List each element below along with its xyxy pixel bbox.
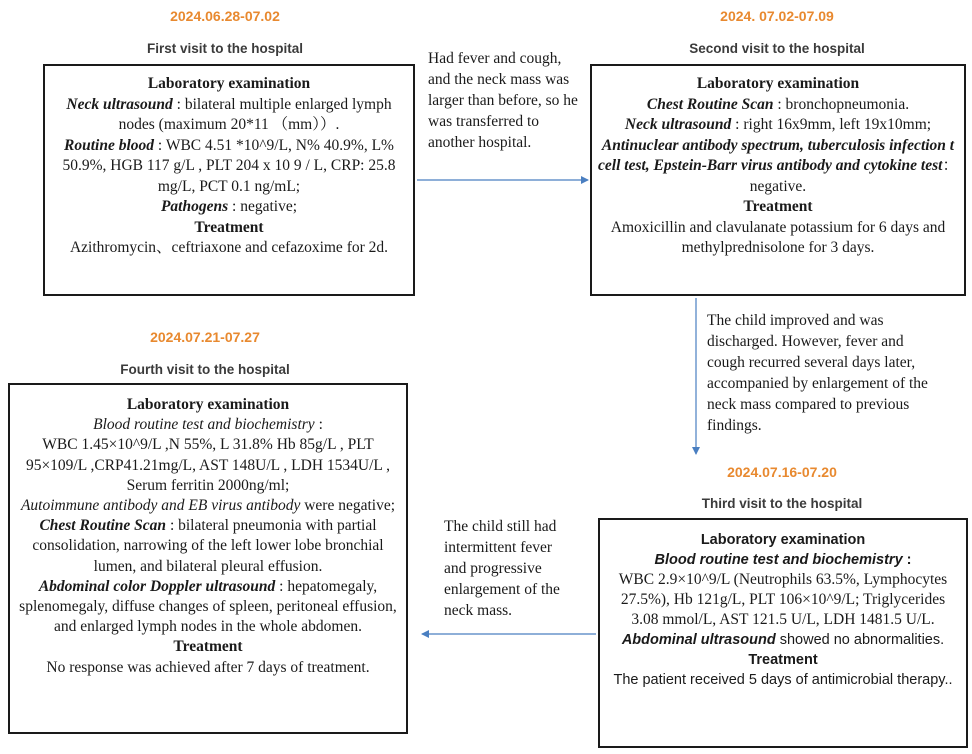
- visit3-title: Third visit to the hospital: [701, 496, 863, 511]
- visit4-treatment-heading: Treatment: [173, 638, 243, 656]
- transition1-note: Had fever and cough, and the neck mass was larger than before, so he was transferred to another hospital.: [428, 50, 578, 151]
- visit3-date: 2024.07.16-07.20: [727, 464, 837, 480]
- visit3-blood-label: Blood routine test and biochemistry: [654, 552, 903, 568]
- visit2-neck-label: Neck ultrasound: [624, 116, 732, 133]
- visit1-lab-heading: Laboratory examination: [147, 75, 311, 92]
- visit4-auto-label: Autoimmune antibody and EB virus antibody: [20, 497, 301, 515]
- visit2-title: Second visit to the hospital: [689, 41, 865, 56]
- visit3-treatment-heading: Treatment: [748, 652, 818, 668]
- visit4-auto-text: were negative;: [300, 497, 396, 515]
- visit2-neck-text: : right 16x9mm, left 19x10mm;: [731, 116, 932, 133]
- visit4-treatment-text: No response was achieved after 7 days of treatment.: [46, 658, 370, 676]
- visit4-blood-label: Blood routine test and biochemistry: [93, 416, 315, 434]
- visit4-lab-heading: Laboratory examination: [126, 396, 290, 413]
- visit3-treatment-text: The patient received 5 days of antimicrobial therapy..: [613, 672, 953, 688]
- visit2-chest-text: : bronchopneumonia.: [773, 95, 910, 113]
- visit4-blood-text: WBC 1.45×10^9/L ,N 55%, L 31.8% Hb 85g/L , PLT 95×109/L ,CRP41.21mg/L, AST 148U/L , LDH 1534U/L , Serum ferritin 2000ng/ml;: [25, 436, 391, 494]
- visit2-tests-label: Antinuclear antibody spectrum, tuberculosis infection t cell test, Epstein-Barr virus antibody and cytokine test: [598, 136, 955, 174]
- visit2-lab-heading: Laboratory examination: [696, 75, 860, 92]
- visit4-blood-colon: :: [314, 416, 323, 434]
- visit2-treatment-text: Amoxicillin and clavulanate potassium for 6 days and methylprednisolone for 3 days.: [610, 218, 946, 256]
- visit4-date: 2024.07.21-07.27: [150, 329, 260, 345]
- visit3-blood-text: WBC 2.9×10^9/L (Neutrophils 63.5%, Lymphocytes 27.5%), Hb 121g/L, PLT 106×10^9/L; Triglycerides 3.08 mmol/L, AST 121.5 U/L, LDH 1481.5 U/L.: [618, 571, 948, 628]
- visit1-pathogens-text: : negative;: [228, 198, 298, 215]
- visit1-treatment-text: Azithromycin、ceftriaxone and cefazoxime for 2d.: [69, 239, 389, 256]
- transition3-note: The child still had intermittent fever and progressive enlargement of the neck mass.: [444, 518, 560, 619]
- visit1-neck-text: : bilateral multiple enlarged lymph nodes (maximum 20*11 （mm））.: [118, 95, 392, 133]
- visit4-title: Fourth visit to the hospital: [120, 362, 290, 377]
- transition2-note: The child improved and was discharged. However, fever and cough recurred several days later, accompanied by enlargement of the neck mass compared to previous findings.: [707, 312, 928, 434]
- visit1-neck-label: Neck ultrasound: [66, 95, 173, 113]
- visit1-blood-text: : WBC 4.51 *10^9/L, N% 40.9%, L% 50.9%, HGB 117 g/L , PLT 204 x 10 9 / L, CRP: 25.8 mg/L, PCT 0.1 ng/mL;: [62, 136, 396, 195]
- visit1-title: First visit to the hospital: [146, 41, 303, 56]
- visit1-date: 2024.06.28-07.02: [170, 8, 280, 24]
- visit4-chest-text: : bilateral pneumonia with partial consolidation, narrowing of the left lower lobe bronchial lumen, and bilateral pleural effusion.: [32, 517, 384, 575]
- visit2-date: 2024. 07.02-07.09: [720, 8, 834, 24]
- visit1-treatment-heading: Treatment: [194, 218, 264, 236]
- visit1-pathogens-label: Pathogens: [160, 198, 229, 215]
- visit3-blood-colon: :: [902, 552, 912, 568]
- visit4-abdominal-label: Abdominal color Doppler ultrasound: [38, 577, 276, 595]
- visit3-abdominal-text: showed no abnormalities.: [775, 632, 945, 648]
- visit4-chest-label: Chest Routine Scan: [39, 517, 167, 535]
- visit1-blood-label: Routine blood: [64, 136, 155, 154]
- visit3-lab-heading: Laboratory examination: [700, 532, 866, 548]
- visit2-treatment-heading: Treatment: [743, 198, 813, 215]
- visit2-tests-text: ： negative.: [749, 157, 958, 195]
- visit3-abdominal-label: Abdominal ultrasound: [621, 632, 776, 648]
- visit4-abdominal-text: : hepatomegaly, splenomegaly, diffuse changes of spleen, peritoneal effusion, and enlarged lymph nodes in the whole abdomen.: [19, 577, 397, 636]
- visit2-chest-label: Chest Routine Scan: [646, 95, 774, 113]
